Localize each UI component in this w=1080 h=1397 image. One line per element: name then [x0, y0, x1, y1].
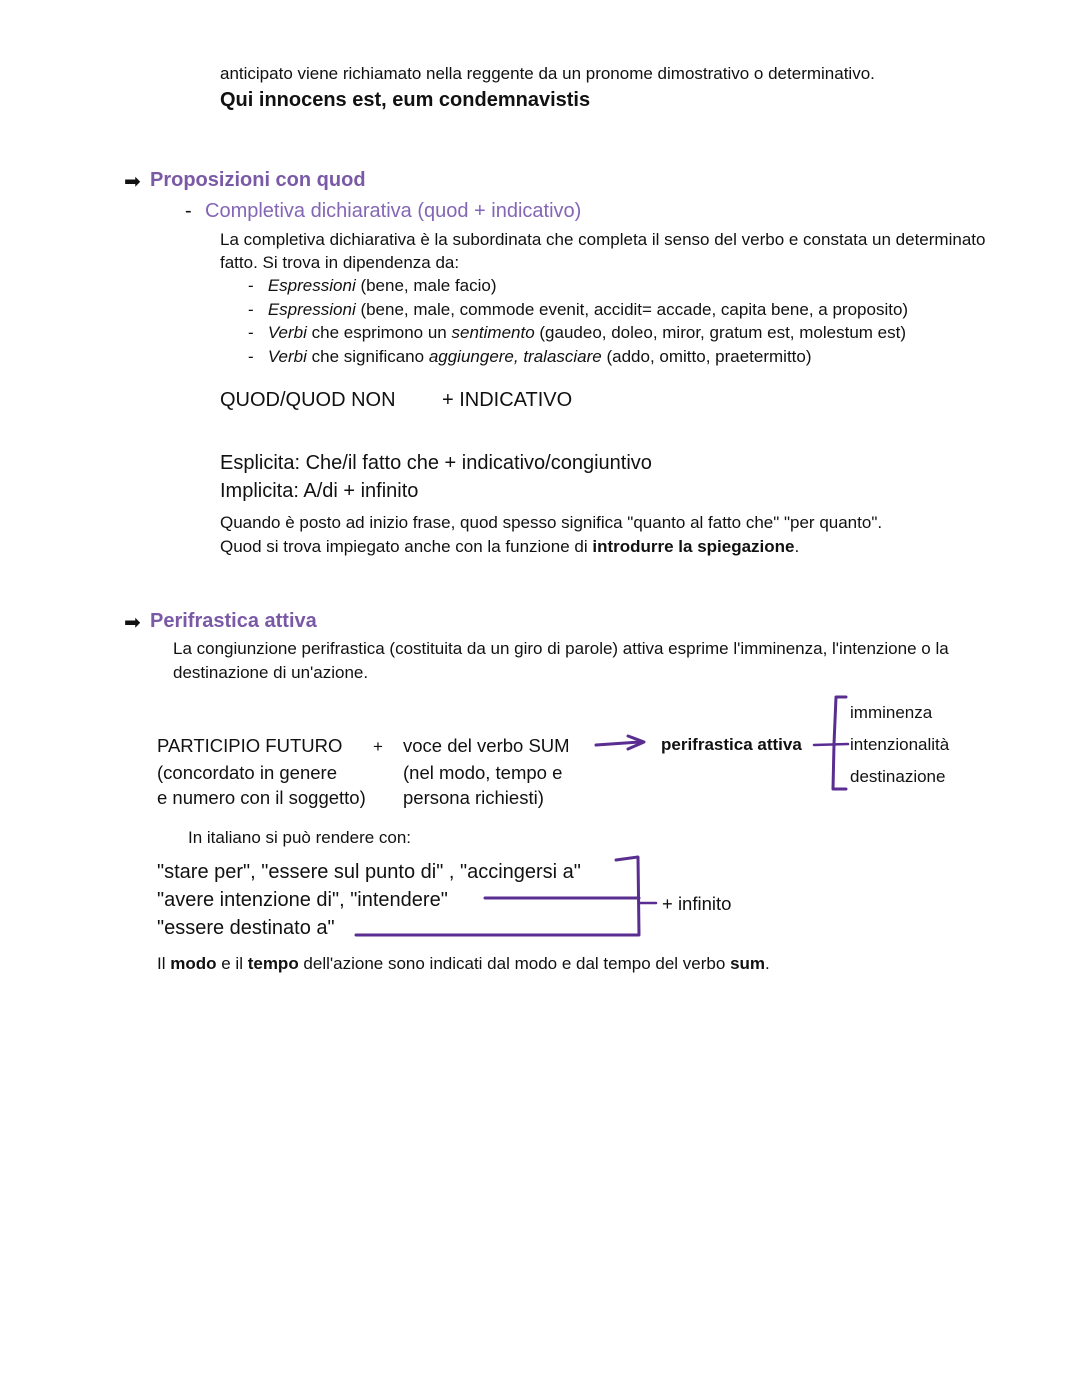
intro-example: Qui innocens est, eum condemnavistis: [220, 89, 591, 111]
translation-2: "avere intenzione di", "intendere": [157, 889, 448, 911]
final-note: Il modo e il tempo dell'azione sono indicati dal modo e dal tempo del verbo sum.: [157, 954, 770, 973]
list-item: - Espressioni (bene, male, commode evenit, accidit= accade, capita bene, a proposito): [248, 300, 909, 319]
voce-note-1: (nel modo, tempo e: [403, 762, 563, 783]
meaning-destinazione: destinazione: [850, 767, 946, 786]
participio-note-2: e numero con il soggetto): [157, 787, 366, 808]
subtitle-completiva: Completiva dichiarativa (quod + indicativo): [205, 200, 582, 222]
voce-note-2: persona richiesti): [403, 787, 544, 808]
list-item: - Espressioni (bene, male facio): [248, 276, 497, 295]
list-item: - Verbi che significano aggiungere, tralasciare (addo, omitto, praetermitto): [248, 347, 812, 366]
arrow-right-icon: ➡: [124, 612, 141, 634]
meaning-imminenza: imminenza: [850, 703, 933, 722]
list-item: - Verbi che esprimono un sentimento (gaudeo, doleo, miror, gratum est, molestum est): [248, 323, 906, 342]
implicita: Implicita: A/di + infinito: [220, 480, 419, 502]
desc-line-1: La completiva dichiarativa è la subordinata che completa il senso del verbo e constata un determinato: [220, 230, 986, 249]
section-title-perifrastica: Perifrastica attiva: [150, 610, 317, 632]
formula-quod: QUOD/QUOD NON: [220, 389, 396, 411]
esplicita: Esplicita: Che/il fatto che + indicativo/congiuntivo: [220, 452, 652, 474]
arrow-sum-icon: [596, 742, 640, 745]
perif-desc-2: destinazione di un'azione.: [173, 663, 369, 682]
translation-1: "stare per", "essere sul punto di" , "accingersi a": [157, 861, 581, 883]
subtitle-dash: -: [185, 200, 192, 222]
intro-text: anticipato viene richiamato nella reggente da un pronome dimostrativo o determinativo.: [220, 64, 875, 83]
desc-line-2: fatto. Si trova in dipendenza da:: [220, 253, 460, 272]
section-title-quod: Proposizioni con quod: [150, 169, 366, 191]
arrow-right-icon: ➡: [124, 171, 141, 193]
formula-indicativo: + INDICATIVO: [442, 389, 573, 411]
perif-desc-1: La congiunzione perifrastica (costituita da un giro di parole) attiva esprime l'imminenza, l'intenzione o la: [173, 639, 949, 658]
plus-sign: +: [373, 737, 383, 756]
italiano-intro: In italiano si può rendere con:: [188, 828, 412, 847]
connector-line: [814, 744, 848, 745]
perifrastica-result: perifrastica attiva: [661, 735, 802, 754]
participio-note-1: (concordato in genere: [157, 762, 337, 783]
meaning-intenzionalita: intenzionalità: [850, 735, 950, 754]
brace-translations-icon: [356, 857, 639, 935]
voce-sum: voce del verbo SUM: [403, 735, 570, 756]
plus-infinito: + infinito: [662, 893, 732, 914]
note-1: Quando è posto ad inizio frase, quod spesso significa "quanto al fatto che" "per quanto".: [220, 513, 883, 532]
note-2: Quod si trova impiegato anche con la funzione di introdurre la spiegazione.: [220, 537, 800, 556]
participio-futuro: PARTICIPIO FUTURO: [157, 735, 343, 756]
translation-3: "essere destinato a": [157, 917, 335, 939]
